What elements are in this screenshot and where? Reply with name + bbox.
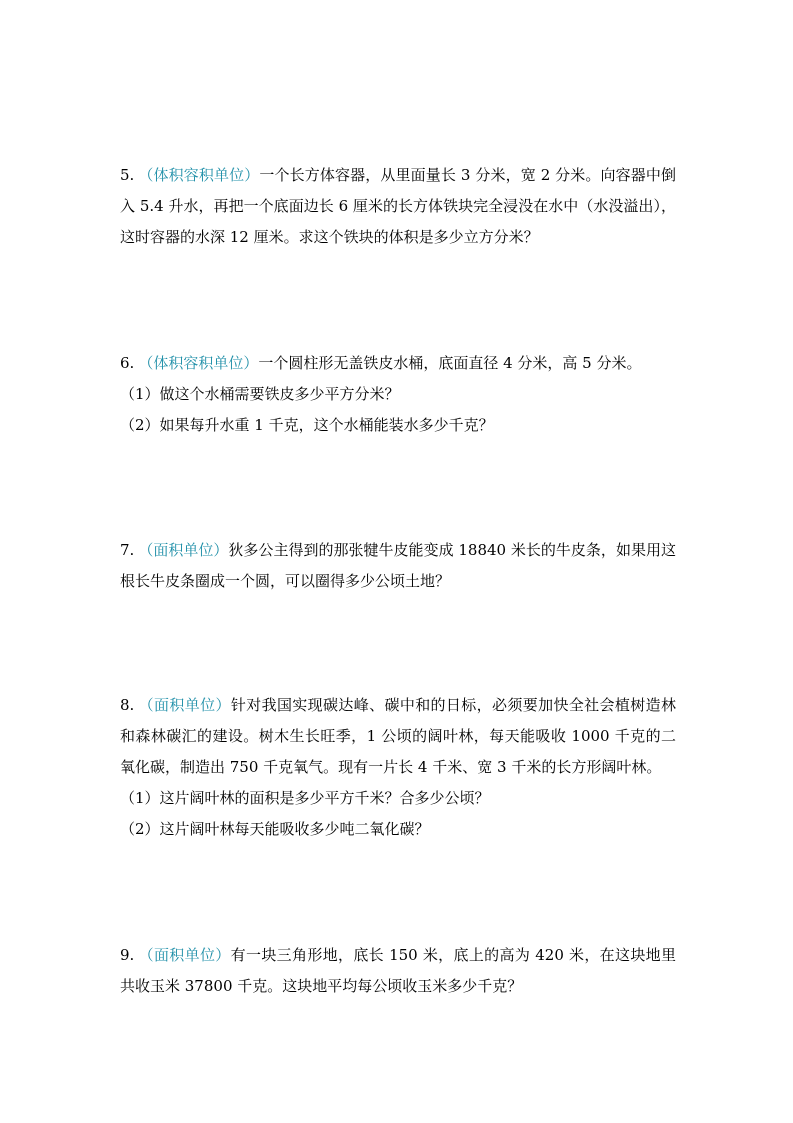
problem-number: 8.: [120, 696, 135, 714]
problem-text: 有一块三角形地，底长 150 米，底上的高为 420 米，在这块地里共收玉米 37800 千克。这块地平均每公顷收玉米多少千克？: [120, 946, 676, 995]
problem-number: 6.: [120, 354, 135, 372]
problem-9-stem: [120, 940, 676, 1002]
problem-number: 7.: [120, 541, 135, 559]
problem-topic-tag: （体积容积单位）: [138, 354, 259, 372]
problem-topic-tag: （面积单位）: [138, 946, 231, 964]
problem-6-stem: [120, 348, 676, 379]
problem-5: [120, 160, 676, 253]
problem-number: 5.: [120, 166, 135, 184]
problem-text: 狄多公主得到的那张犍牛皮能变成 18840 米长的牛皮条，如果用这根长牛皮条圈成一个圆，可以圈得多少公顷土地？: [120, 541, 676, 590]
problem-9: [120, 940, 676, 1002]
sub-question: （1）做这个水桶需要铁皮多少平方分米？: [120, 385, 400, 403]
sub-question: （1）这片阔叶林的面积是多少平方千米？合多少公顷？: [120, 789, 490, 807]
problem-6: [120, 348, 676, 441]
sub-question: （2）如果每升水重 1 千克，这个水桶能装水多少千克？: [120, 416, 494, 434]
problem-8: [120, 690, 676, 845]
problem-7-stem: [120, 535, 676, 597]
problem-topic-tag: （体积容积单位）: [138, 166, 260, 184]
problem-topic-tag: （面积单位）: [138, 696, 231, 714]
problem-text: 针对我国实现碳达峰、碳中和的日标，必须要加快全社会植树造林和森林碳汇的建设。树木生长旺季，1 公顷的阔叶林，每天能吸收 1000 千克的二氧化碳，制造出 750 千克氧气。现有一片长 4 千米、宽 3 千米的长方形阔叶林。: [120, 696, 676, 776]
problem-5-stem: [120, 160, 676, 253]
problem-text: 一个圆柱形无盖铁皮水桶，底面直径 4 分米，高 5 分米。: [258, 354, 642, 372]
sub-question: （2）这片阔叶林每天能吸收多少吨二氧化碳？: [120, 820, 430, 838]
problem-text: 一个长方体容器，从里面量长 3 分米，宽 2 分米。向容器中倒入 5.4 升水，再把一个底面边长 6 厘米的长方体铁块完全浸没在水中（水没溢出），这时容器的水深 12 厘米。求这个铁块的体积是多少立方分米？: [120, 166, 676, 246]
problem-7: [120, 535, 676, 597]
problem-number: 9.: [120, 946, 135, 964]
problem-topic-tag: （面积单位）: [138, 541, 229, 559]
problem-8-stem: [120, 690, 676, 783]
